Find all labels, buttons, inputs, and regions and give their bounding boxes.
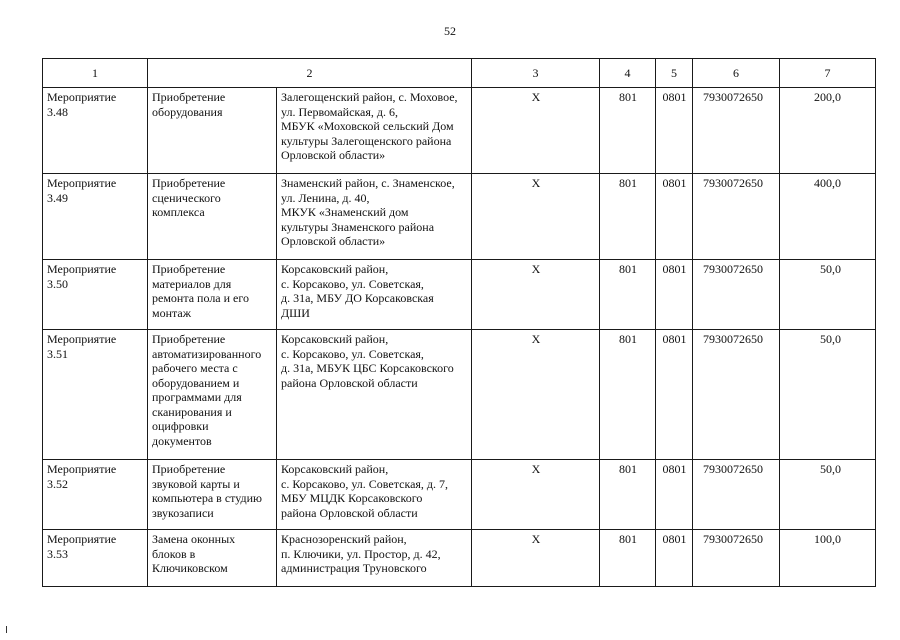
- col6-cell: 7930072650: [693, 260, 780, 330]
- scan-edge-mark: [6, 626, 7, 633]
- header-col-2: 2: [148, 59, 472, 88]
- table-row: [43, 174, 876, 260]
- name-cell: Приобретение сценического комплекса: [148, 174, 277, 260]
- col3-cell: X: [472, 330, 600, 460]
- table-row: [43, 88, 876, 174]
- event-cell: Мероприятие 3.53: [43, 530, 148, 587]
- table-row: [43, 530, 876, 587]
- col5-cell: 0801: [656, 260, 693, 330]
- col7-cell: 50,0: [780, 330, 876, 460]
- col5-cell: 0801: [656, 88, 693, 174]
- col6-cell: 7930072650: [693, 330, 780, 460]
- col3-cell: X: [472, 460, 600, 530]
- event-cell: Мероприятие 3.48: [43, 88, 148, 174]
- col7-cell: 100,0: [780, 530, 876, 587]
- col5-cell: 0801: [656, 330, 693, 460]
- header-col-5: 5: [656, 59, 693, 88]
- event-cell: Мероприятие 3.52: [43, 460, 148, 530]
- col7-cell: 50,0: [780, 260, 876, 330]
- col4-cell: 801: [600, 460, 656, 530]
- col3-cell: X: [472, 174, 600, 260]
- col6-cell: 7930072650: [693, 530, 780, 587]
- header-col-4: 4: [600, 59, 656, 88]
- name-cell: Приобретение автоматизированного рабочего места с оборудованием и программами для сканирования и оцифровки документов: [148, 330, 277, 460]
- col4-cell: 801: [600, 174, 656, 260]
- table-row: [43, 330, 876, 460]
- event-cell: Мероприятие 3.50: [43, 260, 148, 330]
- header-col-7: 7: [780, 59, 876, 88]
- header-col-1: 1: [43, 59, 148, 88]
- name-cell: Приобретение звуковой карты и компьютера в студию звукозаписи: [148, 460, 277, 530]
- col3-cell: X: [472, 530, 600, 587]
- address-cell: Залегощенский район, с. Моховое, ул. Первомайская, д. 6, МБУК «Моховской сельский Дом культуры Залегощенского района Орловской области»: [277, 88, 472, 174]
- address-cell: Знаменский район, с. Знаменское, ул. Ленина, д. 40, МКУК «Знаменский дом культуры Знаменского района Орловской области»: [277, 174, 472, 260]
- col4-cell: 801: [600, 260, 656, 330]
- col4-cell: 801: [600, 330, 656, 460]
- col6-cell: 7930072650: [693, 174, 780, 260]
- page-number: 52: [444, 24, 456, 38]
- event-cell: Мероприятие 3.51: [43, 330, 148, 460]
- header-col-3: 3: [472, 59, 600, 88]
- event-cell: Мероприятие 3.49: [43, 174, 148, 260]
- table-header-row: [43, 59, 876, 88]
- col5-cell: 0801: [656, 174, 693, 260]
- address-cell: Корсаковский район, с. Корсаково, ул. Советская, д. 7, МБУ МЦДК Корсаковского района Орловской области: [277, 460, 472, 530]
- col7-cell: 50,0: [780, 460, 876, 530]
- table-row: [43, 260, 876, 330]
- name-cell: Приобретение оборудования: [148, 88, 277, 174]
- table-row: [43, 460, 876, 530]
- col3-cell: X: [472, 88, 600, 174]
- col7-cell: 400,0: [780, 174, 876, 260]
- col3-cell: X: [472, 260, 600, 330]
- address-cell: Корсаковский район, с. Корсаково, ул. Советская, д. 31а, МБУ ДО Корсаковская ДШИ: [277, 260, 472, 330]
- col5-cell: 0801: [656, 460, 693, 530]
- col6-cell: 7930072650: [693, 88, 780, 174]
- name-cell: Приобретение материалов для ремонта пола и его монтаж: [148, 260, 277, 330]
- address-cell: Корсаковский район, с. Корсаково, ул. Советская, д. 31а, МБУК ЦБС Корсаковского района Орловской области: [277, 330, 472, 460]
- col4-cell: 801: [600, 530, 656, 587]
- header-col-6: 6: [693, 59, 780, 88]
- col6-cell: 7930072650: [693, 460, 780, 530]
- col7-cell: 200,0: [780, 88, 876, 174]
- budget-table: [42, 58, 876, 587]
- address-cell: Краснозоренский район, п. Ключики, ул. Простор, д. 42, администрация Труновского: [277, 530, 472, 587]
- name-cell: Замена оконных блоков в Ключиковском: [148, 530, 277, 587]
- col4-cell: 801: [600, 88, 656, 174]
- col5-cell: 0801: [656, 530, 693, 587]
